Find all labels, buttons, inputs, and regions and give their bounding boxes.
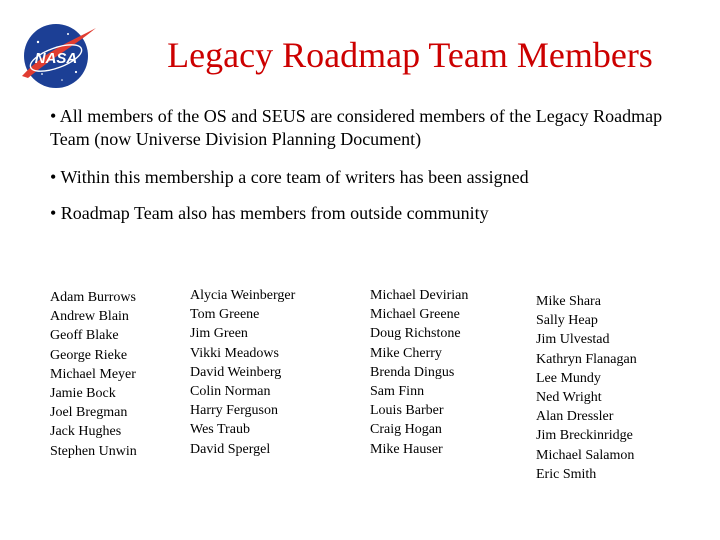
member-name: Doug Richstone xyxy=(370,326,461,342)
member-name: Sam Finn xyxy=(370,383,425,399)
member-name: Brenda Dingus xyxy=(370,364,455,380)
bullet-outside-community: • Roadmap Team also has members from outside community xyxy=(50,203,489,223)
member-name: Alycia Weinberger xyxy=(190,288,296,303)
member-name: Craig Hogan xyxy=(370,422,442,438)
member-name: David Weinberg xyxy=(190,364,282,380)
bullet-members: • All members of the OS and SEUS are considered members of the Legacy Roadmap Team (now Universe Division Planning Document) xyxy=(50,106,663,149)
name-column-3 xyxy=(370,286,468,459)
name-column-4 xyxy=(536,292,637,484)
member-name: Mike Cherry xyxy=(370,345,442,361)
member-name: Wes Traub xyxy=(190,422,250,438)
member-name: Alan Dressler xyxy=(536,409,614,425)
slide-title: Legacy Roadmap Team Members xyxy=(167,35,653,75)
member-name: Jim Ulvestad xyxy=(536,332,610,348)
member-name: Kathryn Flanagan xyxy=(536,351,637,367)
member-name: Michael Salamon xyxy=(536,447,635,463)
member-name: Adam Burrows xyxy=(50,290,136,305)
member-name: Joel Bregman xyxy=(50,405,128,421)
member-name: Harry Ferguson xyxy=(190,403,279,419)
member-name: Jim Breckinridge xyxy=(536,428,633,444)
member-name: Geoff Blake xyxy=(50,328,119,344)
member-name: Vikki Meadows xyxy=(190,345,279,361)
name-column-2 xyxy=(190,286,295,459)
member-name: Sally Heap xyxy=(536,313,598,329)
member-name: Lee Mundy xyxy=(536,370,601,386)
member-name: Colin Norman xyxy=(190,383,271,399)
nasa-logo-text: NASA xyxy=(34,50,78,67)
member-name: Mike Shara xyxy=(536,294,601,309)
member-name: Jim Green xyxy=(190,326,248,342)
member-name: Michael Devirian xyxy=(370,288,469,303)
member-name: George Rieke xyxy=(50,347,128,363)
member-name: Tom Greene xyxy=(190,307,260,323)
member-name: Louis Barber xyxy=(370,403,444,419)
member-name: Ned Wright xyxy=(536,389,602,405)
member-name: Stephen Unwin xyxy=(50,443,137,459)
member-name: David Spergel xyxy=(190,441,271,457)
member-name: Jack Hughes xyxy=(50,424,122,440)
nasa-logo xyxy=(18,20,100,92)
member-name: Jamie Bock xyxy=(50,385,116,401)
member-name: Michael Greene xyxy=(370,307,460,323)
bullet-core-team: • Within this membership a core team of writers has been assigned xyxy=(50,167,529,187)
member-name: Mike Hauser xyxy=(370,441,443,457)
member-name: Andrew Blain xyxy=(50,309,129,325)
member-name: Michael Meyer xyxy=(50,366,136,382)
name-column-1 xyxy=(50,288,137,461)
member-name: Eric Smith xyxy=(536,466,597,482)
